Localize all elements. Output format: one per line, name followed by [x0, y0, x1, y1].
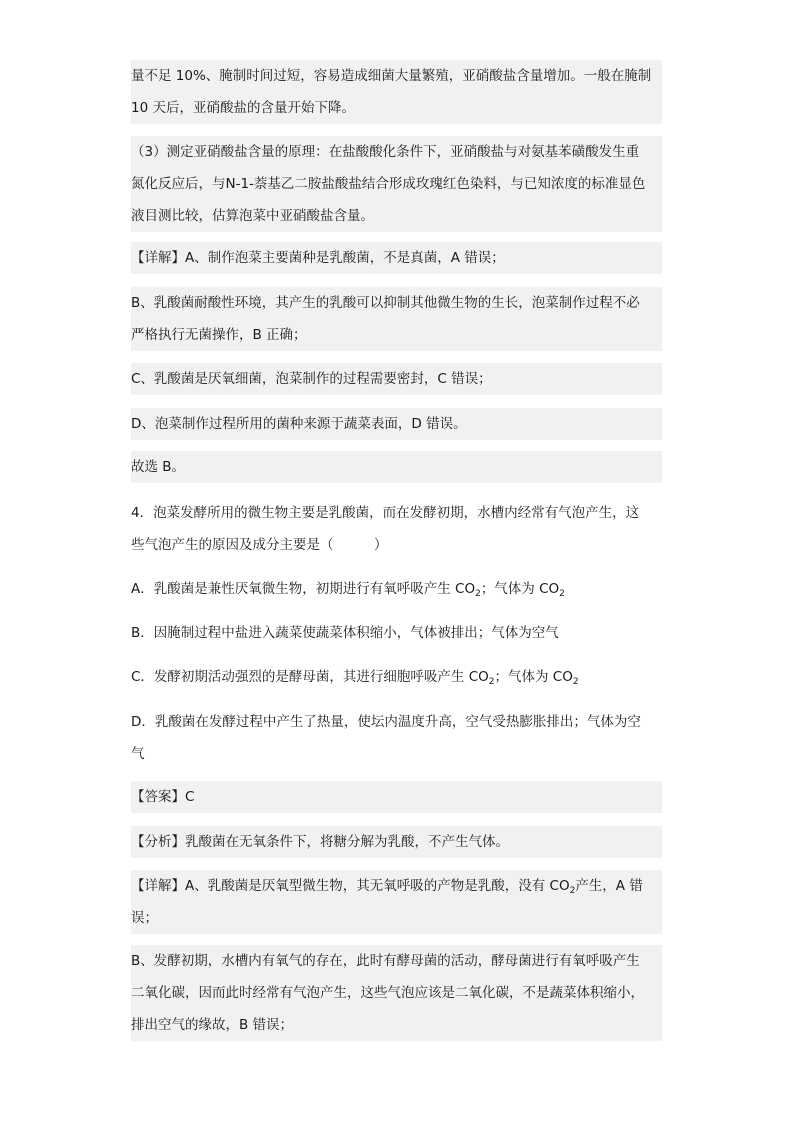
text-line: 些气泡产生的原因及成分主要是（ ）	[131, 537, 388, 553]
text-line: B、乳酸菌耐酸性环境，其产生的乳酸可以抑制其他微生物的生长，泡菜制作过程不必	[131, 295, 640, 311]
answer-conclusion	[131, 451, 662, 483]
question-4	[131, 497, 662, 561]
explanation-c	[131, 363, 662, 395]
option-c	[131, 661, 662, 693]
text-line: C、乳酸菌是厌氧细菌，泡菜制作的过程需要密封，C 错误；	[131, 371, 492, 387]
subscript: 2	[475, 589, 481, 599]
detail-b	[131, 945, 662, 1041]
text-line: 严格执行无菌操作，B 正确；	[131, 327, 307, 343]
paragraph-nitrite-principle	[131, 136, 662, 232]
text-line: B、发酵初期，水槽内有氧气的存在，此时有酵母菌的活动，酵母菌进行有氧呼吸产生	[131, 953, 640, 969]
subscript: 2	[572, 677, 579, 687]
text-line: 【详解】A、制作泡菜主要菌种是乳酸菌，不是真菌，A 错误；	[131, 250, 505, 266]
answer-label	[131, 781, 662, 813]
text-segment: A．乳酸菌是兼性厌氧微生物，初期进行有氧呼吸产生 CO	[131, 581, 476, 597]
analysis	[131, 826, 662, 858]
text-line: 10 天后，亚硝酸盐的含量开始下降。	[131, 100, 355, 116]
text-line: B．因腌制过程中盐进入蔬菜使蔬菜体积缩小，气体被排出；气体为空气	[131, 625, 559, 641]
text-segment: ；气体为 CO	[480, 581, 560, 597]
text-line: 氮化反应后，与N-1-萘基乙二胺盐酸盐结合形成玫瑰红色染料，与已知浓度的标准显色	[131, 176, 646, 192]
explanation-a	[131, 242, 662, 274]
option-b	[131, 617, 662, 649]
text-line: 二氧化碳，因而此时经常有气泡产生，这些气泡应该是二氧化碳，不是蔬菜体积缩小，	[131, 985, 644, 1001]
text-segment: C．发酵初期活动强烈的是酵母菌，其进行细胞呼吸产生 CO	[131, 669, 489, 685]
explanation-d	[131, 408, 662, 440]
text-segment: 【详解】A、乳酸菌是厌氧型微生物，其无氧呼吸的产物是乳酸，没有 CO	[131, 878, 570, 894]
subscript: 2	[569, 886, 576, 896]
text-line: D．乳酸菌在发酵过程中产生了热量，使坛内温度升高，空气受热膨胀排出；气体为空	[131, 714, 641, 730]
detail-a	[131, 870, 662, 934]
text-line: 气	[131, 746, 145, 762]
subscript: 2	[559, 589, 565, 599]
text-line: （3）测定亚硝酸盐含量的原理：在盐酸酸化条件下，亚硝酸盐与对氨基苯磺酸发生重	[131, 144, 640, 160]
text-line: 液目测比较，估算泡菜中亚硝酸盐含量。	[131, 208, 374, 224]
text-line: 4．泡菜发酵所用的微生物主要是乳酸菌，而在发酵初期，水槽内经常有气泡产生，这	[131, 505, 640, 521]
text-segment: ；气体为 CO	[494, 669, 573, 685]
text-segment: 产生，A 错	[575, 878, 643, 894]
text-line: 【分析】乳酸菌在无氧条件下，将糖分解为乳酸，不产生气体。	[131, 834, 509, 850]
text-line: 量不足 10%、腌制时间过短，容易造成细菌大量繁殖，亚硝酸盐含量增加。一般在腌制	[131, 68, 652, 84]
option-d	[131, 706, 662, 770]
text-line: 故选 B。	[131, 459, 186, 475]
text-line: 【答案】C	[131, 789, 195, 805]
text-line: D、泡菜制作过程所用的菌种来源于蔬菜表面，D 错误。	[131, 416, 467, 432]
text-line: 排出空气的缘故，B 错误；	[131, 1017, 294, 1033]
explanation-b	[131, 287, 662, 351]
paragraph-fermentation	[131, 60, 662, 124]
subscript: 2	[488, 677, 495, 687]
text-line: 误；	[131, 910, 158, 926]
option-a	[131, 573, 662, 605]
